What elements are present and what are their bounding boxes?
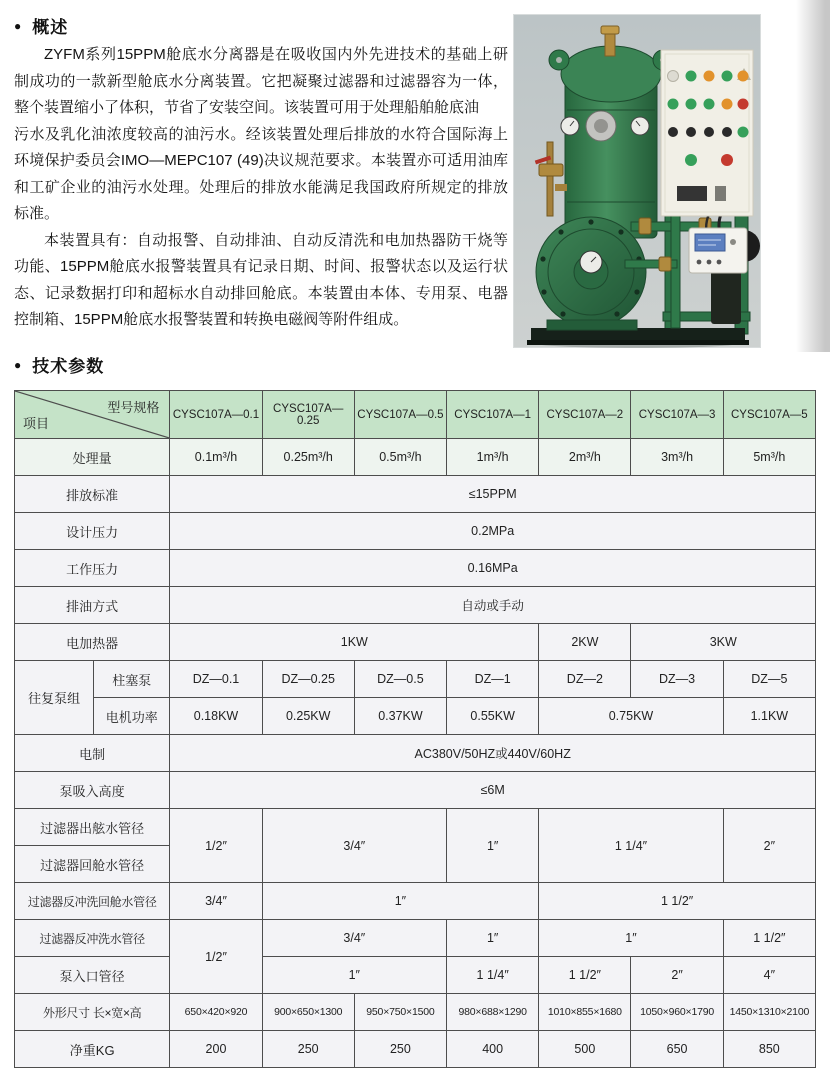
- spec-cell: 1 1/2″: [723, 920, 815, 957]
- row-discharge-standard: [15, 476, 816, 513]
- spec-cell: 3m³/h: [631, 439, 723, 476]
- row-oil-discharge-mode: [15, 587, 816, 624]
- product-photo: [513, 14, 761, 348]
- spec-cell: 0.25m³/h: [262, 439, 354, 476]
- row-pump-inlet: [15, 957, 816, 994]
- bullet-icon: ●: [14, 357, 23, 372]
- row-net-weight: [15, 1031, 816, 1068]
- spec-cell: DZ—1: [447, 661, 539, 698]
- overview-paragraph-1: ZYFM系列15PPM舱底水分离器是在吸收国内外先进技术的基础上研制成功的一款新型舱底水分离装置。它把凝聚过滤器和过滤器容为一体，整个装置缩小了体积，节省了安装空间。该装置可用于处理船舶舱底油: [14, 46, 508, 116]
- spec-cell: DZ—2: [539, 661, 631, 698]
- row-electric-system: [15, 735, 816, 772]
- spec-cell: 1″: [447, 920, 539, 957]
- corner-model-label: 型号规格: [107, 400, 160, 415]
- spec-cell: 980×688×1290: [447, 994, 539, 1031]
- technical-parameters-table: [14, 390, 816, 1068]
- spec-cell: 1″: [539, 920, 723, 957]
- spec-cell: DZ—0.25: [262, 661, 354, 698]
- spec-cell: 0.1m³/h: [170, 439, 262, 476]
- model-header: CYSC107A—0.1: [170, 391, 262, 439]
- spec-cell: 400: [447, 1031, 539, 1068]
- overview-paragraph-3: 本装置具有：自动报警、自动排油、自动反清洗和电加热器防干烧等功能、15PPM舱底水报警装置具有记录日期、时间、报警状态以及运行状态、记录数据打印和超标水自动排回舱底。本装置由本体、专用泵、电器控制箱、15PPM舱底水报警装置和转换电磁阀等附件组成。: [14, 231, 508, 328]
- row-label: 净重KG: [15, 1031, 170, 1068]
- spec-cell: 1/2″: [170, 920, 262, 994]
- oil-water-separator-illustration: [513, 14, 761, 348]
- spec-cell: 1050×960×1790: [631, 994, 723, 1031]
- spec-cell: 650×420×920: [170, 994, 262, 1031]
- row-dimensions: [15, 994, 816, 1031]
- spec-cell: 2″: [631, 957, 723, 994]
- page-edge-shading: [796, 0, 830, 352]
- spec-cell: 4″: [723, 957, 815, 994]
- row-motor-power: [15, 698, 816, 735]
- spec-cell: 1450×1310×2100: [723, 994, 815, 1031]
- row-design-pressure: [15, 513, 816, 550]
- spec-cell: 1m³/h: [447, 439, 539, 476]
- specs-section-heading: [14, 352, 104, 377]
- spec-cell: 1 1/4″: [539, 809, 723, 883]
- overview-paragraph-2: 污水及乳化油浓度较高的油污水。经该装置处理后排放的水符合国际海上环境保护委员会IMO—MEPC107 (49)决议规范要求。本装置亦可适用油库和工矿企业的油污水处理。处理后的排放水能满足我国政府所规定的排放标准。: [14, 125, 508, 222]
- spec-cell: 1 1/2″: [539, 957, 631, 994]
- spec-cell: 2KW: [539, 624, 631, 661]
- spec-cell: 3KW: [631, 624, 816, 661]
- spec-cell: 2″: [723, 809, 815, 883]
- spec-cell: 650: [631, 1031, 723, 1068]
- model-header: CYSC107A—0.25: [262, 391, 354, 439]
- row-label: 电制: [15, 735, 170, 772]
- spec-cell: 900×650×1300: [262, 994, 354, 1031]
- row-backwash-return: [15, 883, 816, 920]
- spec-cell: 3/4″: [170, 883, 262, 920]
- spec-cell: 1/2″: [170, 809, 262, 883]
- overview-text: [14, 42, 508, 334]
- spec-cell: 3/4″: [262, 920, 446, 957]
- spec-cell: 0.55KW: [447, 698, 539, 735]
- row-label: 设计压力: [15, 513, 170, 550]
- spec-cell: ≤15PPM: [170, 476, 816, 513]
- row-label: 处理量: [15, 439, 170, 476]
- row-label: 泵入口管径: [15, 957, 170, 994]
- row-label: 过滤器反冲洗水管径: [15, 920, 170, 957]
- spec-cell: 250: [262, 1031, 354, 1068]
- row-working-pressure: [15, 550, 816, 587]
- row-label: 电加热器: [15, 624, 170, 661]
- spec-cell: AC380V/50HZ或440V/60HZ: [170, 735, 816, 772]
- corner-item-label: 项目: [23, 416, 50, 431]
- spec-cell: 0.75KW: [539, 698, 723, 735]
- row-heater: [15, 624, 816, 661]
- row-label: 工作压力: [15, 550, 170, 587]
- spec-cell: 0.37KW: [354, 698, 446, 735]
- row-suction-height: [15, 772, 816, 809]
- model-header: CYSC107A—3: [631, 391, 723, 439]
- row-backwash-water: [15, 920, 816, 957]
- spec-cell: 0.5m³/h: [354, 439, 446, 476]
- row-label: 泵吸入高度: [15, 772, 170, 809]
- corner-cell: [15, 391, 170, 439]
- spec-cell: 1 1/2″: [539, 883, 816, 920]
- spec-cell: DZ—0.5: [354, 661, 446, 698]
- spec-cell: 1″: [262, 957, 446, 994]
- table-header-row: [15, 391, 816, 439]
- spec-cell: 1.1KW: [723, 698, 815, 735]
- spec-cell: DZ—0.1: [170, 661, 262, 698]
- row-label: 排放标准: [15, 476, 170, 513]
- row-label: 外形尺寸 长×宽×高: [15, 994, 170, 1031]
- overview-section-heading: [14, 13, 68, 38]
- spec-cell: 950×750×1500: [354, 994, 446, 1031]
- row-label: 过滤器出舷水管径: [15, 809, 170, 846]
- spec-cell: 1KW: [170, 624, 539, 661]
- spec-cell: 2m³/h: [539, 439, 631, 476]
- row-label: 过滤器回舱水管径: [15, 846, 170, 883]
- spec-cell: 1″: [262, 883, 539, 920]
- specs-heading-text: 技术参数: [32, 357, 105, 376]
- spec-cell: 0.25KW: [262, 698, 354, 735]
- spec-cell: 0.2MPa: [170, 513, 816, 550]
- row-label: 过滤器反冲洗回舱水管径: [15, 883, 170, 920]
- row-label: 电机功率: [94, 698, 170, 735]
- spec-cell: 3/4″: [262, 809, 446, 883]
- spec-cell: 850: [723, 1031, 815, 1068]
- model-header: CYSC107A—0.5: [354, 391, 446, 439]
- row-plunger-pump: [15, 661, 816, 698]
- spec-cell: DZ—5: [723, 661, 815, 698]
- row-label: 柱塞泵: [94, 661, 170, 698]
- spec-cell: 1″: [447, 809, 539, 883]
- spec-cell: 1 1/4″: [447, 957, 539, 994]
- model-header: CYSC107A—5: [723, 391, 815, 439]
- row-label: 排油方式: [15, 587, 170, 624]
- model-header: CYSC107A—1: [447, 391, 539, 439]
- spec-cell: 200: [170, 1031, 262, 1068]
- pump-group-label: 往复泵组: [15, 661, 94, 735]
- spec-cell: ≤6M: [170, 772, 816, 809]
- spec-cell: 500: [539, 1031, 631, 1068]
- spec-cell: 自动或手动: [170, 587, 816, 624]
- row-capacity: [15, 439, 816, 476]
- spec-cell: 0.18KW: [170, 698, 262, 735]
- spec-cell: 5m³/h: [723, 439, 815, 476]
- bullet-icon: ●: [14, 18, 23, 33]
- row-filter-outlet: [15, 809, 816, 846]
- spec-cell: 0.16MPa: [170, 550, 816, 587]
- model-header: CYSC107A—2: [539, 391, 631, 439]
- overview-heading-text: 概述: [32, 18, 69, 37]
- spec-cell: 1010×855×1680: [539, 994, 631, 1031]
- spec-cell: DZ—3: [631, 661, 723, 698]
- spec-cell: 250: [354, 1031, 446, 1068]
